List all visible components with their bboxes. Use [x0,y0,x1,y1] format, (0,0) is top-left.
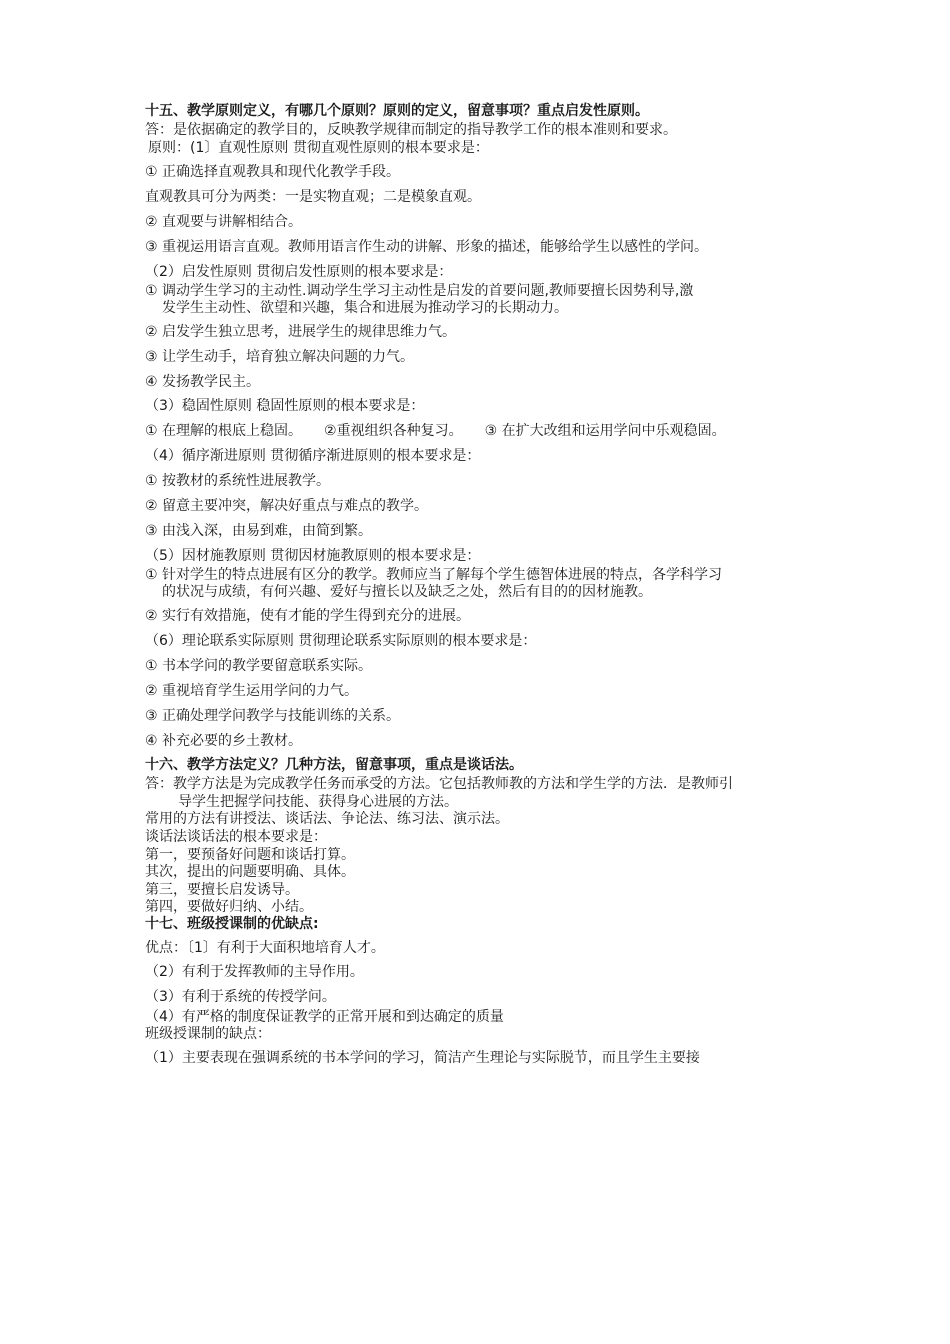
principle-5-intro: （5）因材施教原则 贯彻因材施教原则的根本要求是： [145,548,481,564]
principle-4-intro: （4）循序渐进原则 贯彻循序渐进原则的根本要求是： [145,448,481,464]
principle-6-item-2: ② 重视培育学生运用学问的力气。 [145,683,359,699]
principle-3-item-3: ③ 在扩大改组和运用学问中乐观稳固。 [484,423,726,439]
principle-4-item-2: ② 留意主要冲突，解决好重点与难点的教学。 [145,498,428,514]
principle-1-item-3: ③ 重视运用语言直观。教师用语言作生动的讲解、形象的描述，能够给学生以感性的学问。 [145,239,708,255]
principle-5-item-2: ② 实行有效措施，使有才能的学生得到充分的进展。 [145,608,470,624]
principle-2-intro: （2）启发性原则 贯彻启发性原则的根本要求是： [145,264,453,280]
principle-5-item-1-line-2: 的状况与成绩，有何兴趣、爱好与擅长以及缺乏之处，然后有目的的因材施教。 [162,584,652,600]
principle-6-item-4: ④ 补充必要的乡土教材。 [145,733,303,749]
principle-4-item-1: ① 按教材的系统性进展教学。 [145,473,331,489]
principle-1-item-2: ② 直观要与讲解相结合。 [145,214,303,230]
principle-3-item-1: ① 在理解的根底上稳固。 [145,423,303,439]
section-16-answer-line-2: 导学生把握学问技能、获得身心进展的方法。 [178,794,458,810]
principle-2-item-1-line-2: 发学生主动性、欲望和兴趣，集合和进展为推动学习的长期动力。 [162,300,568,316]
section-16-heading: 十六、教学方法定义？几种方法，留意事项，重点是谈话法。 [145,757,523,773]
advantage-2: （2）有利于发挥教师的主导作用。 [145,964,364,980]
section-15-heading: 十五、教学原则定义，有哪几个原则？原则的定义，留意事项？重点启发性原则。 [145,103,649,119]
principle-3-intro: （3）稳固性原则 稳固性原则的根本要求是： [145,398,425,414]
principle-1-item-1: ① 正确选择直观教具和现代化教学手段。 [145,164,400,180]
principle-3-items [145,423,726,439]
principle-6-intro: （6）理论联系实际原则 贯彻理论联系实际原则的根本要求是： [145,633,537,649]
section-15-answer: 答：是依据确定的教学目的，反映教学规律而制定的指导教学工作的根本准则和要求。 [145,122,677,138]
principle-1-intro: 原则：(1〕直观性原则 贯彻直观性原则的根本要求是： [148,140,489,156]
section-17-heading: 十七、班级授课制的优缺点: [145,916,319,932]
advantage-1: 优点：〔1〕有利于大面积地培育人才。 [145,940,385,956]
principle-2-item-1-line-1: ① 调动学生学习的主动性.调动学生学习主动性是启发的首要问题,教师要擅长因势利导,激 [145,283,694,299]
advantage-3: （3）有利于系统的传授学问。 [145,989,336,1005]
common-methods: 常用的方法有讲授法、谈话法、争论法、练习法、演示法。 [145,811,509,827]
principle-6-item-1: ① 书本学问的教学要留意联系实际。 [145,658,373,674]
principle-2-item-4: ④ 发扬教学民主。 [145,374,261,390]
principle-3-item-2: ②重视组织各种复习。 [324,423,463,439]
principle-2-item-2: ② 启发学生独立思考，进展学生的规律思维力气。 [145,324,456,340]
talk-requirement-1: 第一，要预备好问题和谈话打算。 [145,847,355,863]
advantage-4: （4）有严格的制度保证教学的正常开展和到达确定的质量 [145,1009,504,1025]
disadvantages-intro: 班级授课制的缺点： [145,1026,271,1042]
principle-5-item-1-line-1: ① 针对学生的特点进展有区分的教学。教师应当了解每个学生德智体进展的特点，各学科学习 [145,567,722,583]
principle-6-item-3: ③ 正确处理学问教学与技能训练的关系。 [145,708,400,724]
talk-requirement-3: 第三，要擅长启发诱导。 [145,882,299,898]
principle-2-item-3: ③ 让学生动手，培育独立解决问题的力气。 [145,349,414,365]
principle-4-item-3: ③ 由浅入深，由易到难，由简到繁。 [145,523,373,539]
section-16-answer-line-1: 答：教学方法是为完成教学任务而承受的方法。它包括教师教的方法和学生学的方法．是教师引 [145,776,733,792]
talk-requirement-2: 其次，提出的问题要明确、具体。 [145,864,355,880]
talk-method-intro: 谈话法谈话法的根本要求是： [145,829,327,845]
disadvantage-1: （1）主要表现在强调系统的书本学问的学习，简洁产生理论与实际脱节，而且学生主要接 [145,1050,700,1066]
talk-requirement-4: 第四，要做好归纳、小结。 [145,899,313,915]
principle-1-note: 直观教具可分为两类：一是实物直观；二是模象直观。 [145,189,481,205]
